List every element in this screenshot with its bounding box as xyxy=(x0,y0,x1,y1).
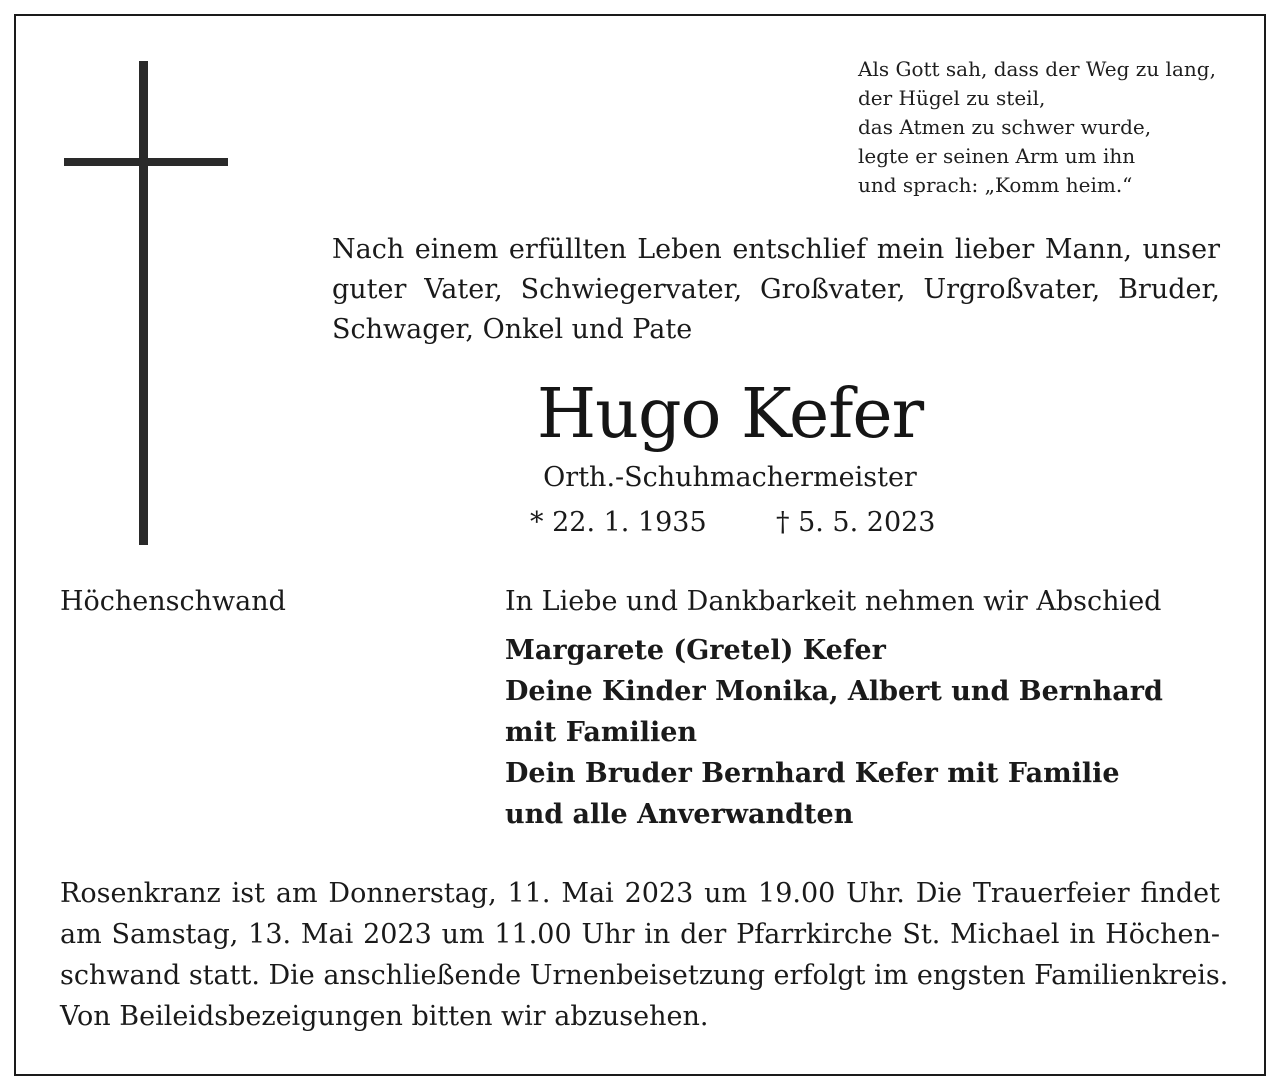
mourner-line: mit Familien xyxy=(505,717,698,748)
mourner-line: Margarete (Gretel) Kefer xyxy=(505,635,886,666)
poem-line: und sprach: „Komm heim.“ xyxy=(858,173,1133,197)
poem-line: legte er seinen Arm um ihn xyxy=(858,144,1136,168)
service-line: schwand statt. Die anschließende Urnenbeisetzung erfolgt im engsten Familienkreis. xyxy=(60,960,1229,991)
poem-line: das Atmen zu schwer wurde, xyxy=(858,115,1152,139)
poem xyxy=(858,55,1258,200)
mourner-line: Dein Bruder Bernhard Kefer mit Familie xyxy=(505,758,1120,789)
mourner-line: Deine Kinder Monika, Albert und Bernhard xyxy=(505,676,1163,707)
intro-line: Nach einem erfüllten Leben entschlief mein lieber Mann, unser xyxy=(332,234,1220,265)
birth-date: * 22. 1. 1935 xyxy=(530,507,707,538)
service-info xyxy=(60,873,1229,1037)
intro-text xyxy=(332,230,1220,350)
poem-line: der Hügel zu steil, xyxy=(858,86,1046,110)
service-line: Rosenkranz ist am Donnerstag, 11. Mai 2023 um 19.00 Uhr. Die Trauerfeier findet xyxy=(60,878,1220,909)
cross-icon-bar xyxy=(64,158,228,166)
farewell-text: In Liebe und Dankbarkeit nehmen wir Abschied xyxy=(505,586,1162,617)
service-line: Von Beileidsbezeigungen bitten wir abzusehen. xyxy=(60,1001,709,1032)
deceased-profession: Orth.-Schuhmachermeister xyxy=(543,462,917,493)
service-line: am Samstag, 13. Mai 2023 um 11.00 Uhr in der Pfarrkirche St. Michael in Höchen- xyxy=(60,919,1220,950)
intro-line: Schwager, Onkel und Pate xyxy=(332,314,693,345)
poem-line: Als Gott sah, dass der Weg zu lang, xyxy=(858,57,1216,81)
mourner-line: und alle Anverwandten xyxy=(505,799,854,830)
mourners-list xyxy=(505,630,1225,835)
place-name: Höchenschwand xyxy=(60,586,286,617)
intro-line: guter Vater, Schwiegervater, Großvater, Urgroßvater, Bruder, xyxy=(332,274,1220,305)
death-date: † 5. 5. 2023 xyxy=(776,507,936,538)
cross-icon xyxy=(139,61,148,545)
deceased-name: Hugo Kefer xyxy=(536,375,924,454)
